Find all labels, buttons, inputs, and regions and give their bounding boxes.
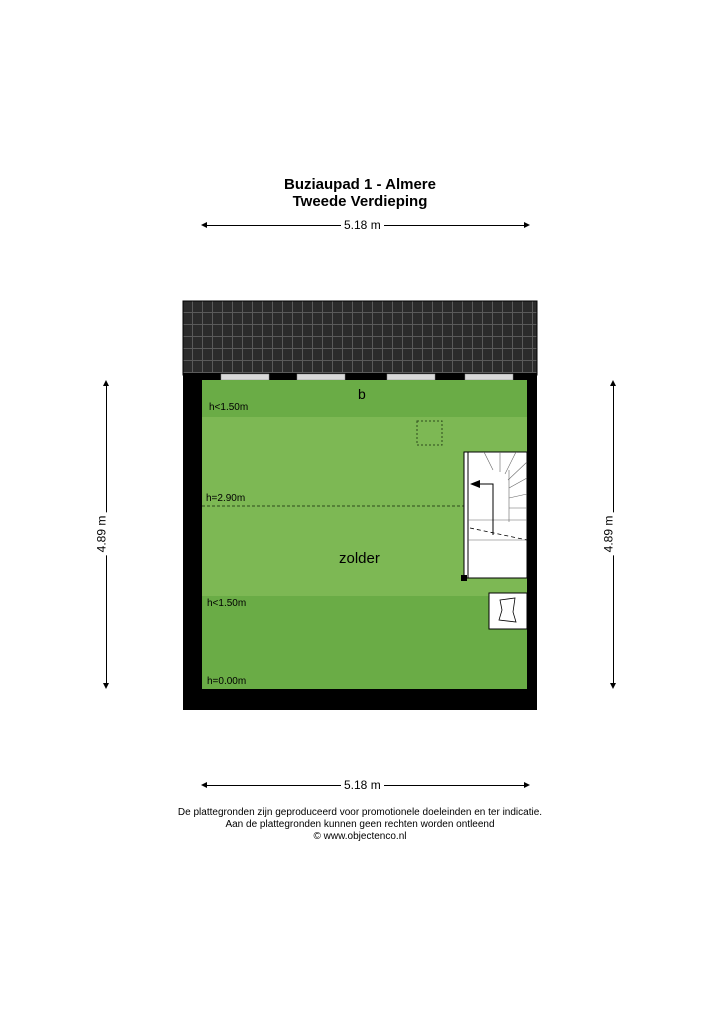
marker-b: b xyxy=(358,386,366,402)
footer-copyright: © www.objectenco.nl xyxy=(313,831,407,842)
height-label-floor-edge: h=0.00m xyxy=(207,676,247,687)
dimension-left-label: 4.89 m xyxy=(94,513,108,556)
chimney-box xyxy=(489,593,527,629)
roof-tiles xyxy=(183,301,537,375)
height-label-ridge: h=2.90m xyxy=(206,493,246,504)
dimension-top-label: 5.18 m xyxy=(341,218,384,232)
dimension-right-label: 4.89 m xyxy=(601,513,615,556)
footer-disclaimer-line2: Aan de plattegronden kunnen geen rechten worden ontleend xyxy=(225,819,495,830)
footer-disclaimer-line1: De plattegronden zijn geproduceerd voor promotionele doeleinden en ter indicatie. xyxy=(177,807,543,818)
plan-title-floor: Tweede Verdieping xyxy=(292,193,428,210)
staircase xyxy=(461,452,527,581)
room-name-zolder: zolder xyxy=(339,550,380,567)
height-label-top-low: h<1.50m xyxy=(209,402,249,413)
height-label-bottom-low: h<1.50m xyxy=(207,598,247,609)
low-area-bottom xyxy=(202,596,527,689)
dimension-bottom-label: 5.18 m xyxy=(341,778,384,792)
plan-title-address: Buziaupad 1 - Almere xyxy=(284,176,436,193)
